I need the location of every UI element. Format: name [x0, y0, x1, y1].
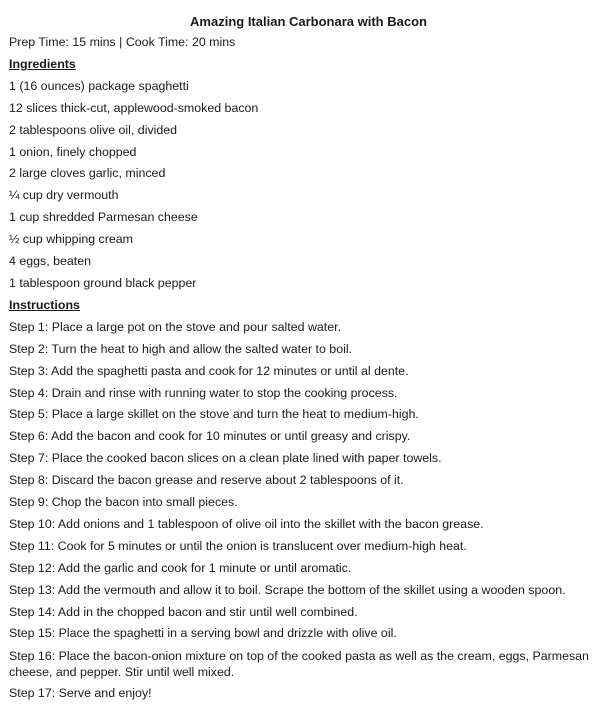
- ingredient-item: 1 cup shredded Parmesan cheese: [9, 210, 198, 225]
- instruction-step: Step 3: Add the spaghetti pasta and cook for 12 minutes or until al dente.: [9, 363, 409, 378]
- instructions-list: [9, 317, 594, 706]
- ingredient-item: 12 slices thick-cut, applewood-smoked bacon: [9, 100, 259, 115]
- recipe-times: Prep Time: 15 mins | Cook Time: 20 mins: [9, 35, 236, 49]
- ingredient-item: 4 eggs, beaten: [9, 254, 91, 269]
- instruction-step: Step 17: Serve and enjoy!: [9, 686, 152, 701]
- ingredients-heading: Ingredients: [9, 56, 76, 71]
- ingredient-item: ½ cup whipping cream: [9, 232, 133, 247]
- recipe-title: Amazing Italian Carbonara with Bacon: [190, 14, 427, 29]
- instruction-step: Step 13: Add the vermouth and allow it to boil. Scrape the bottom of the skillet using a wooden spoon.: [9, 582, 566, 597]
- instruction-step: Step 2: Turn the heat to high and allow the salted water to boil.: [9, 341, 353, 356]
- ingredient-item: 2 large cloves garlic, minced: [9, 166, 166, 181]
- instruction-step: Step 8: Discard the bacon grease and reserve about 2 tablespoons of it.: [9, 473, 404, 488]
- instruction-step: Step 6: Add the bacon and cook for 10 minutes or until greasy and crispy.: [9, 429, 411, 444]
- instruction-step: Step 15: Place the spaghetti in a serving bowl and drizzle with olive oil.: [9, 626, 397, 641]
- instruction-step: Step 16: Place the bacon-onion mixture on top of the cooked pasta as well as the cream, eggs, Parmesan cheese, and pepper. Stir until well mixed.: [9, 649, 589, 680]
- instruction-step: Step 12: Add the garlic and cook for 1 minute or until aromatic.: [9, 560, 352, 575]
- ingredient-item: 1 tablespoon ground black pepper: [9, 275, 197, 290]
- ingredient-item: 1 (16 ounces) package spaghetti: [9, 78, 189, 93]
- recipe-document: [9, 12, 594, 705]
- ingredient-item: ¼ cup dry vermouth: [9, 188, 119, 203]
- instruction-step: Step 1: Place a large pot on the stove and pour salted water.: [9, 319, 342, 334]
- instructions-heading: Instructions: [9, 297, 80, 312]
- instruction-step: Step 10: Add onions and 1 tablespoon of olive oil into the skillet with the bacon grease.: [9, 516, 484, 531]
- ingredient-item: 2 tablespoons olive oil, divided: [9, 122, 178, 137]
- instruction-step: Step 9: Chop the bacon into small pieces.: [9, 495, 238, 510]
- instruction-step: Step 14: Add in the chopped bacon and stir until well combined.: [9, 604, 358, 619]
- instruction-step: Step 5: Place a large skillet on the stove and turn the heat to medium-high.: [9, 407, 419, 422]
- ingredients-list: [9, 76, 594, 295]
- instruction-step: Step 11: Cook for 5 minutes or until the onion is translucent over medium-high heat.: [9, 538, 467, 553]
- instruction-step: Step 4: Drain and rinse with running water to stop the cooking process.: [9, 385, 398, 400]
- instruction-step: Step 7: Place the cooked bacon slices on a clean plate lined with paper towels.: [9, 451, 442, 466]
- ingredient-item: 1 onion, finely chopped: [9, 144, 137, 159]
